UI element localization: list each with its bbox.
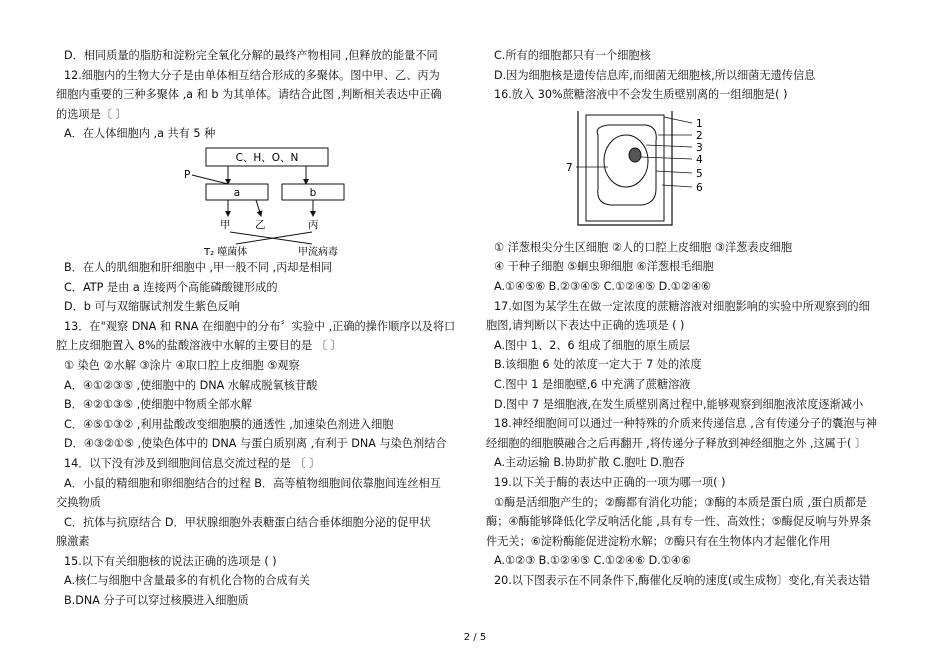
arrow-to-yi (256, 200, 261, 216)
t2-phage-label: T₂ 噬菌体 (204, 246, 248, 258)
jia-label: 甲 (220, 218, 231, 231)
left-column (56, 46, 464, 611)
text-line: C.图中 1 是细胞壁,6 中充满了蔗糖溶液 (494, 377, 691, 391)
text-line: B.DNA 分子可以穿过核膜进入细胞质 (64, 594, 249, 608)
flu-virus-label: 甲流病毒 (298, 246, 338, 258)
text-line: 12.细胞内的生物大分子是由单体相互结合形成的多聚体。图中甲、乙、丙为 (64, 68, 440, 82)
cell-label-4: 4 (696, 153, 703, 166)
text-line: 18.神经细胞间可以通过一种特殊的介质来传递信息 ,含有传递分子的囊泡与神 (494, 417, 877, 431)
cell-label-2: 2 (696, 129, 703, 142)
right-top-text (486, 46, 894, 105)
leader-3 (646, 145, 692, 147)
p-line (192, 175, 228, 184)
text-line: ④ 干种子细胞 ⑤蛔虫卵细胞 ⑥洋葱根毛细胞 (494, 260, 714, 274)
text-line: 细胞内重要的三种多聚体 ,a 和 b 为其单体。请结合此图 ,判断相关表达中正确 (56, 88, 442, 102)
text-line: C．ATP 是由 a 连接两个高能磷酸键形成的 (64, 280, 278, 294)
cell-wall-outer (578, 111, 672, 225)
left-top-text (56, 46, 464, 144)
text-line: 15.以下有关细胞核的说法正确的选项是 ( ) (64, 554, 277, 568)
text-line: C．抗体与抗原结合 D．甲状腺细胞外表糖蛋白结合垂体细胞分泌的促甲状 (64, 515, 431, 529)
text-line: 20.以下图表示在不同条件下,酶催化反响的速度(或生成物〕变化,有关表达错 (494, 573, 871, 587)
text-line: ① 洋葱根尖分生区细胞 ②人的口腔上皮细胞 ③洋葱表皮细胞 (494, 240, 793, 254)
text-line: ①酶是活细胞产生的；②酶都有消化功能；③酶的本质是蛋白质 ,蛋白质都是 (494, 495, 867, 509)
left-bottom-text (56, 258, 464, 611)
text-line: 19.以下关于酶的表达中正确的一项为哪一项( ) (494, 475, 726, 489)
text-line: B.该细胞 6 处的浓度一定大于 7 处的浓度 (494, 358, 702, 372)
vacuole (604, 135, 648, 187)
text-line: A.主动运输 B.协助扩散 C.胞吐 D.胞吞 (494, 456, 685, 470)
a-label: a (233, 186, 241, 199)
text-line: A．④①②③⑤ ,使细胞中的 DNA 水解成脱氧核苷酸 (64, 378, 318, 392)
text-line: C.所有的细胞都只有一个细胞核 (494, 49, 651, 62)
text-line: A.①②③ B.①②④⑤ C.①②④⑥ D.①④⑥ (494, 554, 691, 568)
text-line: A.图中 1、2、6 组成了细胞的原生质层 (494, 338, 691, 352)
polymer-diagram-svg (56, 144, 464, 258)
polymer-diagram (56, 144, 464, 258)
right-bottom-text (486, 238, 894, 591)
text-line: 腔上皮细胞置入 8%的盐酸溶液中水解的主要目的是 〔 〕 (56, 339, 342, 353)
text-line: 17.如图为某学生在做一定浓度的蔗糖溶液对细胞影响的实验中所观察到的细 (494, 299, 870, 313)
text-line: 14．以下没有涉及到细胞间信息交流过程的是 〔 〕 (64, 456, 321, 470)
cell-label-1: 1 (696, 117, 703, 130)
nucleus (629, 148, 641, 162)
elements-label: C、H、O、N (235, 151, 299, 164)
leader-5 (656, 171, 692, 173)
cell-label-7: 7 (566, 161, 573, 174)
p-label: P (184, 168, 191, 181)
page-number: 2 / 5 (463, 632, 487, 643)
text-line: 的选项是〔 〕 (56, 107, 127, 121)
text-line: B．④②①③⑤ ,使细胞中物质全部水解 (64, 398, 252, 412)
plasmolysis-cell-diagram (486, 105, 894, 238)
cell-diagram-svg (486, 105, 894, 238)
right-column (486, 46, 894, 590)
text-line: A.①④⑤⑥ B.②③④⑤ C.①②④⑤ D.①②④⑥ (494, 279, 711, 293)
text-line: D.因为细胞核是遗传信息库,而细菌无细胞核,所以细菌无遗传信息 (494, 68, 816, 82)
text-line: 经细胞的细胞膜融合之后再翻开 ,将传递分子释放到神经细胞之外 ,这属于( 〕 (486, 436, 867, 450)
bing-label: 丙 (308, 218, 319, 231)
text-line: D．相同质量的脂肪和淀粉完全氧化分解的最终产物相同 ,但释放的能量不同 (64, 49, 438, 62)
text-line: B．在人的肌细胞和肝细胞中 ,甲一般不同 ,丙却是相同 (64, 260, 333, 274)
yi-label: 乙 (255, 218, 266, 231)
text-line: A．在人体细胞内 ,a 共有 5 种 (64, 127, 216, 141)
text-line: 腺激素 (56, 535, 90, 549)
text-line: D.图中 7 是细胞液,在发生质壁别离过程中,能够观察到细胞液浓度逐渐减小 (494, 397, 864, 411)
text-line: 件无关；⑥淀粉酶能促进淀粉水解；⑦酶只有在生物体内才起催化作用 (486, 534, 831, 548)
text-line: 酶；④酶能够降低化学反响活化能 ,具有专一性、高效性；⑤酶促反响与外界条 (486, 515, 872, 529)
text-line: A.核仁与细胞中含量最多的有机化合物的合成有关 (64, 574, 310, 588)
text-line: ① 染色 ②水解 ③涂片 ④取口腔上皮细胞 ⑤观察 (64, 358, 300, 372)
cell-label-3: 3 (696, 141, 703, 154)
cell-label-6: 6 (696, 181, 703, 194)
text-line: 13．在"观察 DNA 和 RNA 在细胞中的分布〞实验中 ,正确的操作顺序以及将口 (64, 319, 456, 333)
leader-1 (664, 117, 692, 123)
leader-4 (641, 157, 692, 159)
text-line: D．b 可与双缩脲试剂发生紫色反响 (64, 300, 240, 314)
leader-6 (662, 185, 692, 187)
cell-label-5: 5 (696, 167, 703, 180)
b-label: b (309, 186, 317, 199)
text-line: 胞图,请判断以下表达中正确的选项是 ( ) (486, 319, 685, 333)
text-line: 16.放入 30%蔗糖溶液中不会发生质壁别离的一组细胞是( ) (494, 88, 788, 102)
text-line: A．小鼠的精细胞和卵细胞结合的过程 B．高等植物细胞间依靠胞间连丝相互 (64, 476, 441, 490)
text-line: 交换物质 (56, 496, 101, 510)
text-line: D．④③②①⑤ ,使染色体中的 DNA 与蛋白质别离 ,有利于 DNA 与染色剂结合 (64, 437, 447, 451)
text-line: C．④⑤①③② ,利用盐酸改变细胞膜的通透性 ,加速染色剂进入细胞 (64, 417, 394, 431)
